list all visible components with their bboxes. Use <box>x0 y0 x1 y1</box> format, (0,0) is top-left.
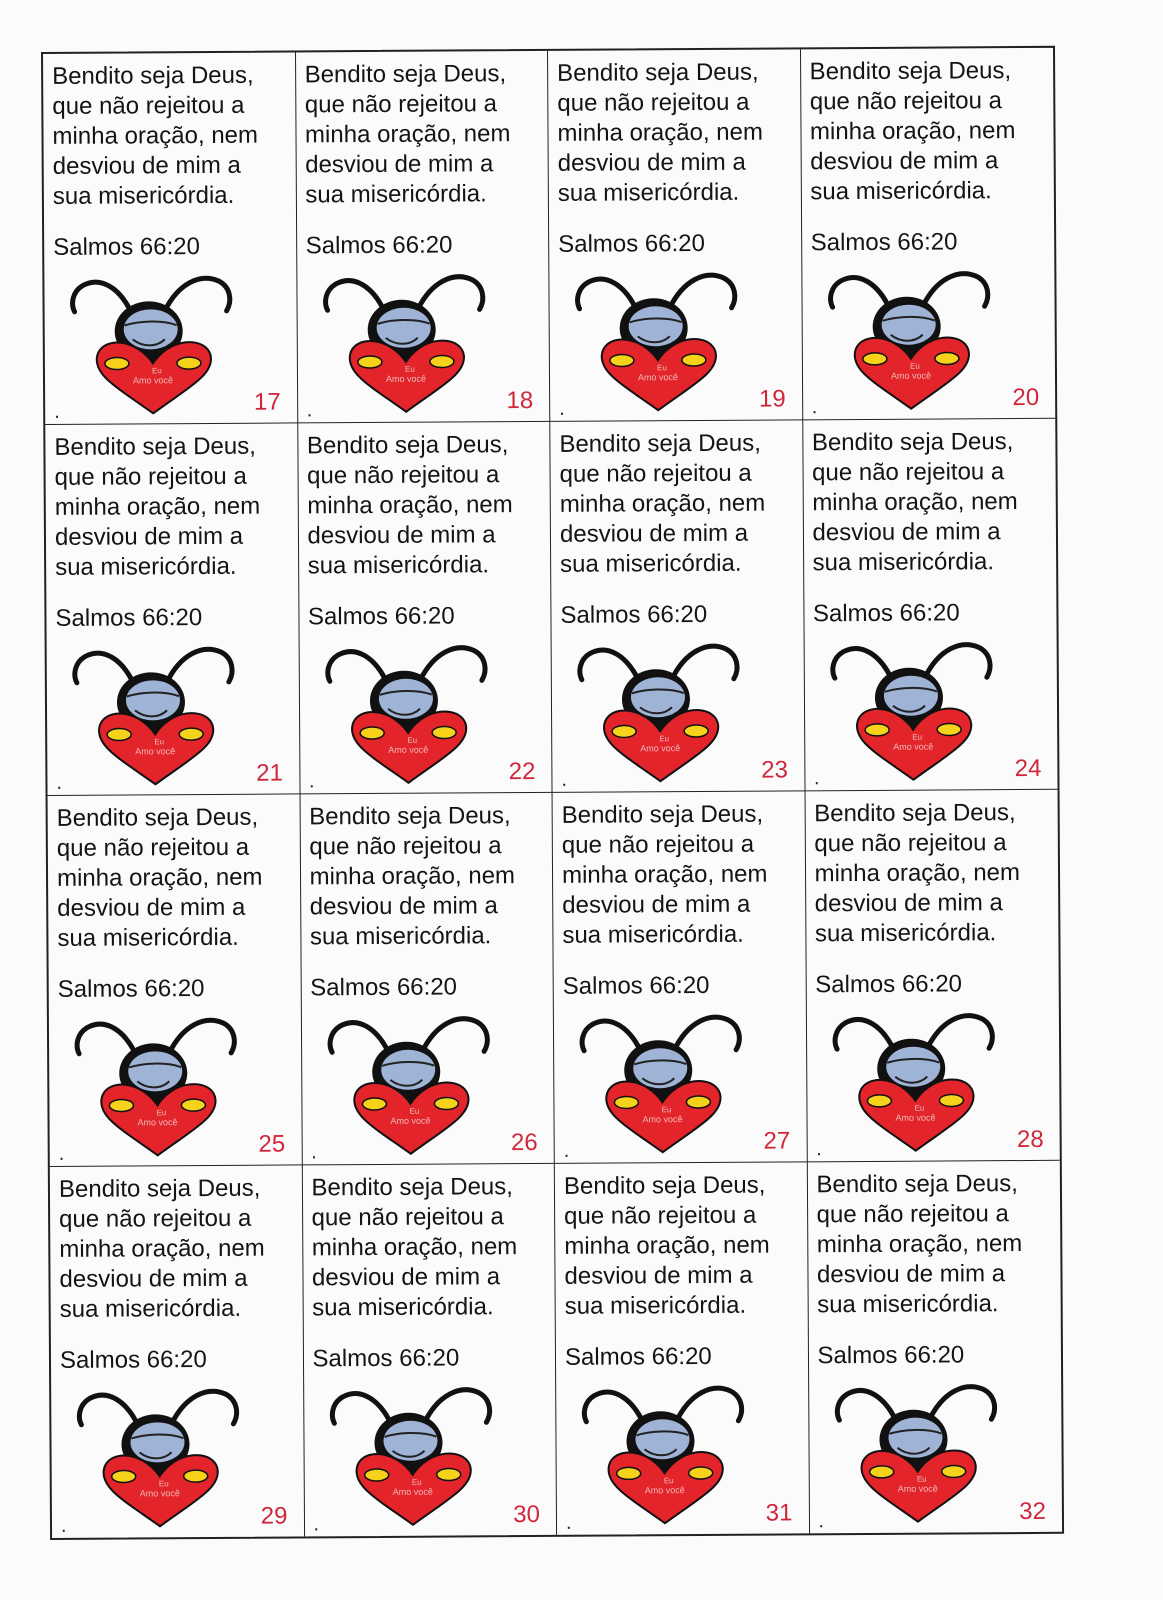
verse-line: sua misericórdia. <box>55 552 237 581</box>
verse-line: que não rejeitou a <box>564 1201 757 1230</box>
verse-line: que não rejeitou a <box>557 88 750 117</box>
verse-line: Bendito seja Deus, <box>304 60 507 89</box>
verse-reference: Salmos 66:20 <box>53 233 201 261</box>
heart-text-line: Amo você <box>892 741 933 752</box>
verse-line: sua misericórdia. <box>59 1294 242 1323</box>
verse-line: desviou de mim a <box>816 1260 1006 1289</box>
verse-line: desviou de mim a <box>307 521 496 550</box>
verse-line: minha oração, nem <box>814 859 1021 888</box>
heart-text-line: Eu <box>663 1476 674 1486</box>
verse-line: Bendito seja Deus, <box>559 429 761 458</box>
verse-line: que não rejeitou a <box>816 1200 1009 1229</box>
verse-text <box>559 428 795 579</box>
verse-line: Bendito seja Deus, <box>306 431 509 460</box>
card-number: 27 <box>763 1127 791 1155</box>
verse-text <box>54 431 290 582</box>
verse-line: desviou de mim a <box>311 1263 501 1292</box>
verse-line: minha oração, nem <box>311 1233 518 1262</box>
heart-text-line: Amo você <box>387 744 428 755</box>
verse-reference: Salmos 66:20 <box>562 971 710 1000</box>
verse-line: sua misericórdia. <box>564 1291 747 1320</box>
verse-line: Bendito seja Deus, <box>56 803 259 832</box>
verse-reference: Salmos 66:20 <box>305 231 453 260</box>
ant-heart-illustration <box>818 262 1009 413</box>
verse-line: sua misericórdia. <box>57 923 239 952</box>
verse-reference: Salmos 66:20 <box>810 228 958 257</box>
verse-line: que não rejeitou a <box>56 833 250 862</box>
verse-text <box>52 60 288 211</box>
heart-text-line: Eu <box>409 1106 419 1116</box>
verse-line: Bendito seja Deus, <box>563 1171 766 1200</box>
verse-line: que não rejeitou a <box>52 91 245 120</box>
verse-line: Bendito seja Deus, <box>809 57 1012 86</box>
bookmark-card <box>45 423 300 796</box>
verse-line: desviou de mim a <box>814 889 1003 918</box>
verse-line: minha oração, nem <box>59 1234 265 1263</box>
heart-text-line: Amo você <box>385 373 426 384</box>
verse-line: sua misericórdia. <box>810 177 992 206</box>
verse-line: sua misericórdia. <box>309 922 492 951</box>
bookmark-card <box>48 794 303 1167</box>
verse-line: minha oração, nem <box>309 862 516 891</box>
corner-dot: . <box>818 1510 825 1533</box>
verse-line: desviou de mim a <box>812 518 1001 547</box>
verse-reference: Salmos 66:20 <box>310 973 458 1002</box>
heart-text-line: Eu <box>154 737 165 747</box>
verse-line: minha oração, nem <box>304 120 511 149</box>
ant-heart-illustration <box>825 1375 1016 1526</box>
verse-line: sua misericórdia. <box>562 920 744 949</box>
verse-line: minha oração, nem <box>816 1230 1023 1259</box>
ant-heart-illustration <box>60 267 251 418</box>
verse-reference: Salmos 66:20 <box>55 604 203 632</box>
ant-heart-illustration <box>65 1009 256 1160</box>
corner-dot: . <box>311 1141 317 1164</box>
bookmark-card <box>296 51 551 424</box>
corner-dot: . <box>60 1514 67 1537</box>
heart-text-line: Amo você <box>637 372 679 383</box>
verse-line: Bendito seja Deus, <box>54 432 256 461</box>
verse-line: sua misericórdia. <box>814 919 997 948</box>
verse-line: sua misericórdia. <box>307 551 490 580</box>
bookmark-card <box>548 49 803 422</box>
verse-line: que não rejeitou a <box>59 1204 252 1233</box>
heart-text-line: Eu <box>916 1474 927 1484</box>
verse-line: Bendito seja Deus, <box>311 1173 513 1202</box>
bookmark-card <box>805 790 1060 1163</box>
heart-text-line: Amo você <box>132 375 174 386</box>
verse-text <box>812 427 1048 578</box>
verse-line: sua misericórdia. <box>812 548 995 577</box>
verse-line: que não rejeitou a <box>559 459 752 488</box>
heart-text-line: Amo você <box>897 1483 938 1494</box>
verse-line: Bendito seja Deus, <box>811 428 1014 457</box>
verse-line: que não rejeitou a <box>307 461 500 490</box>
corner-dot: . <box>816 1138 822 1161</box>
verse-reference: Salmos 66:20 <box>312 1344 460 1373</box>
card-number: 28 <box>1016 1125 1044 1154</box>
verse-text <box>557 57 793 208</box>
verse-line: minha oração, nem <box>559 489 766 518</box>
verse-line: minha oração, nem <box>56 863 263 892</box>
corner-dot: . <box>313 1513 320 1536</box>
heart-text-line: Eu <box>661 1105 672 1115</box>
card-number: 23 <box>761 756 788 784</box>
heart-text-line: Eu <box>909 361 920 371</box>
verse-line: minha oração, nem <box>307 491 513 520</box>
verse-reference: Salmos 66:20 <box>307 602 455 631</box>
bookmark-card <box>550 420 805 793</box>
verse-line: minha oração, nem <box>809 117 1016 146</box>
verse-line: minha oração, nem <box>561 860 768 889</box>
bookmark-card <box>800 48 1055 421</box>
card-number: 17 <box>253 388 281 416</box>
heart-text-line: Eu <box>156 1108 167 1118</box>
ant-heart-illustration <box>317 1007 508 1158</box>
bookmark-card <box>43 52 298 425</box>
verse-reference: Salmos 66:20 <box>815 970 963 999</box>
ant-heart-illustration <box>565 264 756 415</box>
verse-text <box>307 430 543 581</box>
corner-dot: . <box>811 396 818 419</box>
verse-text <box>309 801 545 952</box>
verse-text <box>816 1169 1052 1320</box>
verse-line: que não rejeitou a <box>561 830 755 859</box>
verse-text <box>562 799 798 950</box>
ant-heart-illustration <box>570 1006 761 1157</box>
corner-dot: . <box>54 400 60 423</box>
bookmark-card <box>555 1162 810 1535</box>
verse-line: desviou de mim a <box>57 893 246 922</box>
heart-text-line: Eu <box>657 363 667 373</box>
verse-line: minha oração, nem <box>52 121 259 150</box>
heart-text-line: Amo você <box>894 1112 936 1123</box>
heart-text-line: Eu <box>158 1479 169 1489</box>
card-number: 20 <box>1012 383 1040 412</box>
verse-line: sua misericórdia. <box>52 181 235 210</box>
verse-line: minha oração, nem <box>54 492 261 521</box>
heart-text-line: Eu <box>659 734 670 744</box>
verse-line: desviou de mim a <box>559 519 749 548</box>
verse-line: desviou de mim a <box>557 148 746 177</box>
bookmark-card <box>300 793 555 1166</box>
bookmark-card <box>302 1164 557 1537</box>
verse-line: sua misericórdia. <box>817 1290 999 1319</box>
heart-text-line: Amo você <box>890 370 931 381</box>
card-number: 19 <box>758 385 786 413</box>
verse-line: Bendito seja Deus, <box>557 58 759 87</box>
ant-heart-illustration <box>568 635 759 786</box>
ant-heart-illustration <box>63 638 254 789</box>
verse-reference: Salmos 66:20 <box>560 600 708 629</box>
heart-text-line: Amo você <box>392 1486 433 1497</box>
heart-text-line: Eu <box>152 366 162 376</box>
ant-heart-illustration <box>572 1377 763 1528</box>
heart-text-line: Eu <box>406 735 417 745</box>
verse-reference: Salmos 66:20 <box>817 1341 965 1370</box>
corner-dot: . <box>559 397 565 420</box>
verse-line: Bendito seja Deus, <box>58 1174 261 1203</box>
verse-line: sua misericórdia. <box>305 180 487 209</box>
card-number: 22 <box>508 757 536 786</box>
heart-text-line: Eu <box>914 1103 924 1113</box>
card-number: 26 <box>510 1128 538 1157</box>
verse-line: desviou de mim a <box>309 892 498 921</box>
bookmark-card <box>807 1161 1062 1534</box>
verse-line: minha oração, nem <box>812 488 1018 517</box>
ant-heart-illustration <box>313 265 504 416</box>
verse-line: Bendito seja Deus, <box>814 799 1016 828</box>
verse-line: Bendito seja Deus, <box>561 800 764 829</box>
verse-line: desviou de mim a <box>54 522 244 551</box>
verse-line: desviou de mim a <box>810 147 999 176</box>
heart-text-line: Eu <box>411 1477 422 1487</box>
corner-dot: . <box>56 771 63 794</box>
heart-text-line: Amo você <box>640 743 681 754</box>
verse-line: desviou de mim a <box>59 1264 248 1293</box>
verse-line: minha oração, nem <box>564 1231 770 1260</box>
bookmark-card <box>298 422 553 795</box>
corner-dot: . <box>565 1511 572 1534</box>
verse-line: que não rejeitou a <box>311 1203 504 1232</box>
heart-text-line: Amo você <box>139 1488 180 1499</box>
corner-dot: . <box>308 770 315 793</box>
heart-text-line: Eu <box>404 364 415 374</box>
verse-line: desviou de mim a <box>305 150 494 179</box>
verse-text <box>59 1173 295 1324</box>
card-number: 30 <box>513 1500 541 1529</box>
verse-text <box>814 798 1050 949</box>
verse-line: que não rejeitou a <box>812 458 1005 487</box>
corner-dot: . <box>58 1142 65 1165</box>
verse-line: sua misericórdia. <box>557 178 740 207</box>
verse-line: Bendito seja Deus, <box>309 802 511 831</box>
ant-heart-illustration <box>820 633 1011 784</box>
verse-line: sua misericórdia. <box>312 1293 494 1322</box>
verse-line: desviou de mim a <box>52 151 241 180</box>
verse-reference: Salmos 66:20 <box>59 1346 207 1374</box>
card-number: 21 <box>256 759 283 787</box>
verse-line: Bendito seja Deus, <box>816 1170 1018 1199</box>
corner-dot: . <box>813 767 820 790</box>
card-number: 31 <box>765 1499 793 1527</box>
verse-line: que não rejeitou a <box>54 462 247 491</box>
heart-text-line: Amo você <box>135 746 176 757</box>
heart-text-line: Eu <box>911 732 922 742</box>
card-number: 24 <box>1014 754 1042 783</box>
card-number: 18 <box>506 387 534 415</box>
verse-reference: Salmos 66:20 <box>564 1342 712 1371</box>
verse-text <box>810 56 1046 207</box>
verse-text <box>311 1172 547 1323</box>
verse-line: que não rejeitou a <box>304 90 498 119</box>
verse-line: que não rejeitou a <box>309 832 502 861</box>
verse-line: Bendito seja Deus, <box>52 61 254 90</box>
verse-text <box>57 802 293 953</box>
ant-heart-illustration <box>320 1378 511 1529</box>
bookmark-card <box>50 1165 305 1538</box>
ant-heart-illustration <box>315 636 506 787</box>
verse-line: que não rejeitou a <box>814 829 1007 858</box>
verse-text <box>564 1170 800 1321</box>
card-number: 29 <box>260 1502 288 1530</box>
ant-heart-illustration <box>822 1004 1013 1155</box>
bookmark-card <box>803 419 1058 792</box>
heart-text-line: Amo você <box>644 1485 685 1496</box>
verse-reference: Salmos 66:20 <box>812 599 960 628</box>
card-number: 32 <box>1019 1497 1047 1526</box>
verse-text <box>305 59 541 210</box>
verse-line: que não rejeitou a <box>809 87 1003 116</box>
card-sheet <box>41 46 1064 1540</box>
corner-dot: . <box>306 399 313 422</box>
corner-dot: . <box>563 1139 570 1162</box>
verse-line: minha oração, nem <box>557 118 764 147</box>
heart-text-line: Amo você <box>642 1114 683 1125</box>
bookmark-card <box>553 791 808 1164</box>
verse-reference: Salmos 66:20 <box>558 229 706 258</box>
heart-text-line: Amo você <box>389 1115 431 1126</box>
heart-text-line: Amo você <box>137 1117 178 1128</box>
verse-line: desviou de mim a <box>564 1261 753 1290</box>
verse-line: desviou de mim a <box>562 890 751 919</box>
ant-heart-illustration <box>67 1380 258 1531</box>
verse-line: sua misericórdia. <box>560 549 742 578</box>
card-number: 25 <box>258 1130 286 1158</box>
verse-reference: Salmos 66:20 <box>57 975 205 1003</box>
corner-dot: . <box>561 768 568 791</box>
